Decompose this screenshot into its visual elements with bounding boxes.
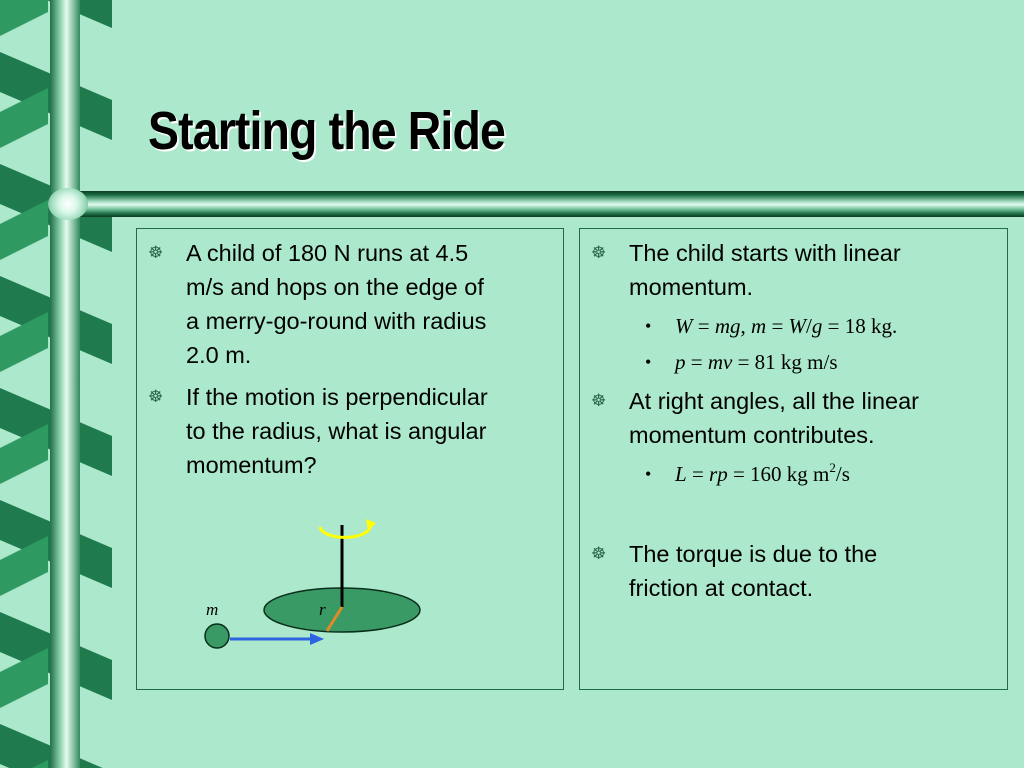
left-bullet-2-line: momentum? — [186, 452, 317, 478]
left-bullet-1-line: A child of 180 N runs at 4.5 — [186, 240, 469, 266]
child-mass — [205, 624, 229, 648]
left-bullet-1-line: m/s and hops on the edge of — [186, 274, 484, 300]
velocity-arrowhead — [310, 633, 324, 645]
right-bullet-1 — [629, 236, 901, 304]
equation-weight-mass: W = mg, m = W/g = 18 kg. — [675, 314, 898, 338]
mass-label: m — [206, 600, 219, 619]
ribbon-fold — [0, 0, 48, 36]
right-bullet-3-line: friction at contact. — [629, 575, 814, 601]
bullet-icon: ☸ — [148, 243, 164, 263]
equation-angular-momentum: L = rp = 160 kg $m^2/s$ — [675, 460, 850, 486]
right-bullet-2-line: At right angles, all the linear — [629, 388, 919, 414]
left-bullet-2-line: to the radius, what is angular — [186, 418, 487, 444]
divider-knob — [48, 188, 88, 220]
left-bullet-2-line: If the motion is perpendicular — [186, 384, 488, 410]
left-bullet-2 — [186, 380, 488, 482]
right-bullet-3 — [629, 537, 877, 605]
left-bullet-1-line: 2.0 m. — [186, 342, 252, 368]
title-divider — [62, 191, 1024, 217]
bullet-icon: ☸ — [148, 387, 164, 407]
sub-bullet-dot: • — [645, 316, 652, 336]
sub-bullet-dot: • — [645, 464, 652, 484]
bullet-icon: ☸ — [591, 391, 607, 411]
merry-go-round-diagram — [190, 515, 430, 655]
radius-label: r — [319, 600, 326, 619]
sub-bullet-dot: • — [645, 352, 652, 372]
bullet-icon: ☸ — [591, 243, 607, 263]
right-bullet-1-line: momentum. — [629, 274, 754, 300]
bullet-icon: ☸ — [591, 544, 607, 564]
right-bullet-1-line: The child starts with linear — [629, 240, 901, 266]
right-bullet-3-line: The torque is due to the — [629, 541, 878, 567]
right-bullet-2-line: momentum contributes. — [629, 422, 875, 448]
rotation-arrow — [320, 525, 370, 537]
decorative-ribbon — [0, 0, 112, 768]
equation-momentum: p = mv = 81 kg m/s — [675, 350, 838, 374]
left-bullet-1-line: a merry-go-round with radius — [186, 308, 487, 334]
left-bullet-1 — [186, 236, 486, 372]
slide-title: Starting the Ride — [148, 101, 505, 161]
right-bullet-2 — [629, 384, 919, 452]
